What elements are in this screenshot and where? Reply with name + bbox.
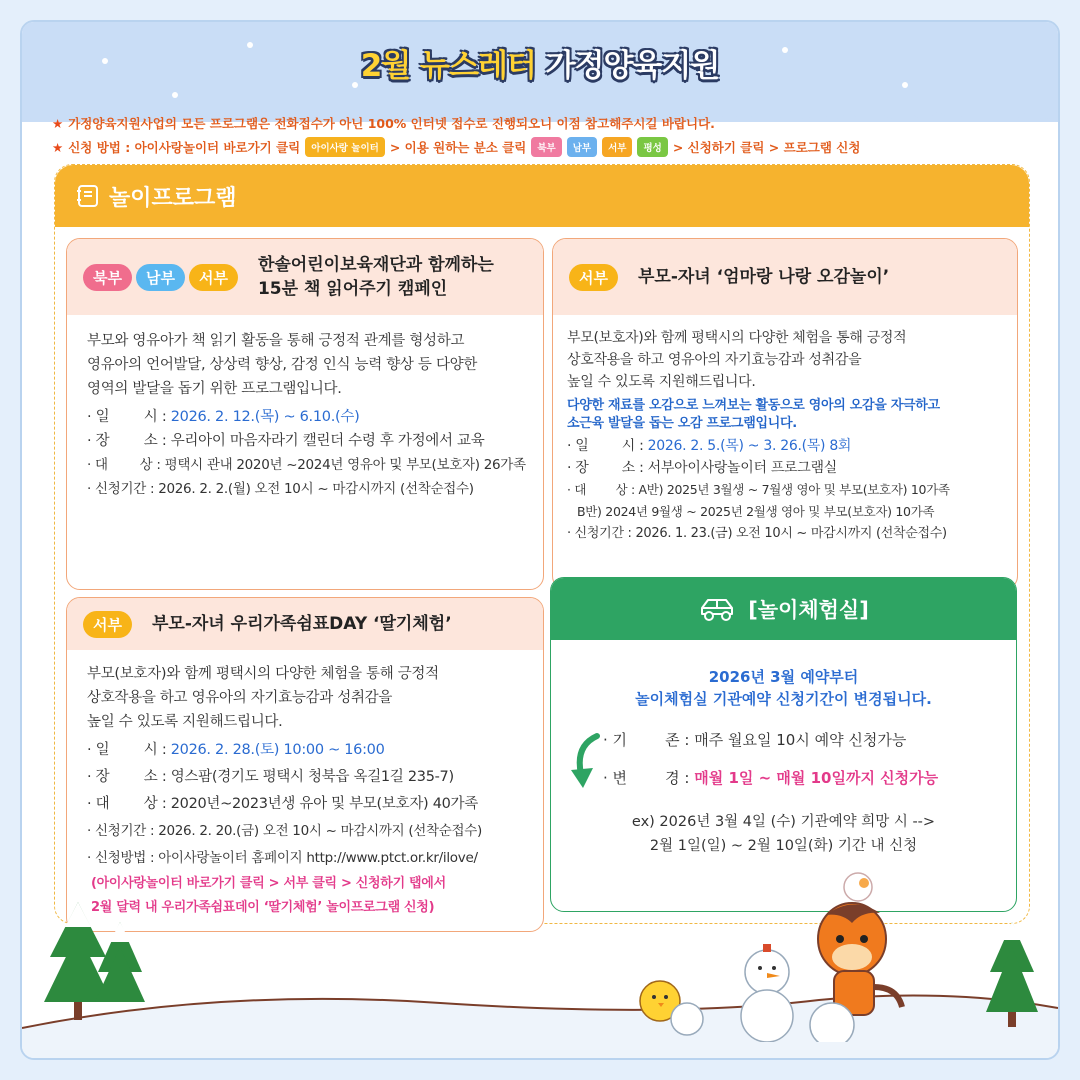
info-label: · 신청기간 : [87,823,159,839]
pine-tree-icon [982,922,1042,1032]
notice-text-mid: > 이용 원하는 분소 클릭 [389,140,527,155]
card-strawberry [66,597,544,932]
description: 상호작용을 하고 영유아의 자기효능감과 성취감을 [87,690,393,706]
page-title [22,40,1058,85]
rule-list [603,728,938,790]
change-headline: 놀이체험실 기관예약 신청기간이 변경됩니다. [635,690,932,708]
info-value: 2020년~2023년생 유아 및 부모(보호자) 40가족 [170,796,478,812]
card-body [567,327,950,545]
branch-chip-west: 서부 [602,137,632,157]
info-place [567,457,950,479]
card-play-room [550,577,1017,912]
curved-arrow-icon [571,730,605,794]
rule-label: · 변 경 : [603,769,695,787]
change-notice [551,666,1016,710]
badge-west: 서부 [569,264,618,291]
card-title-line: 한솔어린이보육재단과 함께하는 [257,255,494,275]
description: 높일 수 있도록 지원해드립니다. [87,714,283,730]
info-value: 평택시 관내 2020년 ~2024년 영유아 및 부모(보호자) 26가족 [164,457,526,473]
card-title-line: 15분 책 읽어주기 캠페인 [257,279,448,299]
change-headline: 2026년 3월 예약부터 [708,668,859,686]
info-label: · 신청방법 : [87,850,159,866]
example-text [551,810,1016,858]
highlight-text: 다양한 재료를 오감으로 느껴보는 활동으로 영아의 오감을 자극하고 [567,398,940,413]
title-main: 가정양육지원 [545,48,720,84]
site-chip: 아이사랑 놀이터 [305,137,385,157]
star-icon: ★ [52,139,64,155]
rule-label: · 기 존 : [603,731,695,749]
card-header [67,239,543,315]
info-method [87,846,482,870]
notice-line-1 [52,114,715,132]
info-label: · 대 상 : [87,457,165,473]
snowman-icon [722,942,812,1042]
info-value: B반) 2024년 9월생 ~ 2025년 2월생 영아 및 부모(보호자) 10가족 [577,504,935,519]
card-title: 부모-자녀 우리가족쉼표DAY ‘딸기체험’ [151,614,452,634]
info-target [87,453,526,477]
badge-north: 북부 [83,264,132,291]
example-line: ex) 2026년 3월 4일 (수) 기관예약 희망 시 --> [631,814,936,830]
pony-mascot-icon [802,867,912,1042]
info-apply [87,477,526,501]
info-value: 우리아이 마음자라기 캘린더 수령 후 가정에서 교육 [170,433,485,449]
car-icon [698,596,738,622]
star-icon: ★ [52,115,64,131]
info-apply [87,819,482,843]
description: 영역의 발달을 돕기 위한 프로그램입니다. [87,381,342,397]
info-label: · 대 상 : [87,796,171,812]
description: 부모와 영유아가 책 읽기 활동을 통해 긍정적 관계를 형성하고 [87,333,465,349]
description: 부모(보호자)와 함께 평택시의 다양한 체험을 통해 긍정적 [567,330,907,346]
example-line: 2월 1일(일) ~ 2월 10일(화) 기간 내 신청 [649,838,918,854]
info-date [87,405,526,429]
card-sensory-play [552,238,1018,590]
apply-note: 2월 달력 내 우리가족쉼표데이 ‘딸기체험’ 놀이프로그램 신청) [91,900,435,915]
info-label: · 장 소 : [87,769,171,785]
info-apply [567,523,950,545]
card-title: [놀이체험실] [748,598,869,622]
info-value: A반) 2025년 3월생 ~ 7월생 영아 및 부모(보호자) 10가족 [638,482,950,497]
card-header [67,598,543,650]
card-title: 부모-자녀 ‘엄마랑 나랑 오감놀이’ [637,267,890,287]
info-label: · 장 소 : [87,433,171,449]
chick-icon [632,967,712,1037]
section-title: 놀이프로그램 [109,185,237,211]
info-value: 2026. 2. 12.(목) ~ 6.10.(수) [170,409,360,425]
description: 부모(보호자)와 함께 평택시의 다양한 체험을 통해 긍정적 [87,666,439,682]
info-value: 2026. 1. 23.(금) 오전 10시 ~ 마감시까지 (선착순접수) [635,526,947,541]
branch-chip-pyeongseong: 평성 [637,137,667,157]
info-label: · 신청기간 : [87,481,159,497]
info-label: · 신청기간 : [567,526,636,541]
title-highlight: 2월 뉴스레터 [360,48,536,84]
branch-chip-south: 남부 [567,137,597,157]
branch-chip-north: 북부 [531,137,561,157]
rule-value: 매월 1일 ~ 매월 10일까지 신청가능 [694,769,939,787]
card-header [553,239,1017,315]
rule-value: 매주 월요일 10시 예약 신청가능 [694,731,907,749]
section-header [55,165,1029,227]
notebook-icon [77,184,99,208]
card-title [258,253,494,301]
info-place [87,429,526,453]
rule-new [603,766,938,790]
info-value: 2026. 2. 28.(토) 10:00 ~ 16:00 [170,742,385,758]
info-target [87,792,482,816]
description: 상호작용을 하고 영유아의 자기효능감과 성취감을 [567,352,862,368]
rule-old [603,728,938,752]
pine-tree-icon [40,902,150,1032]
info-label: · 일 시 : [567,438,648,454]
info-target [567,479,950,501]
notice-text-suffix: > 신청하기 클릭 > 프로그램 신청 [672,140,861,155]
description: 영유아의 언어발달, 상상력 향상, 감정 인식 능력 향상 등 다양한 [87,357,478,373]
info-label: · 대 상 : [567,482,639,497]
notice-text-1: 가정양육지원사업의 모든 프로그램은 전화접수가 아닌 100% 인터넷 접수로 진행되오니 이점 참고해주시길 바랍니다. [68,116,715,131]
info-date [87,738,482,762]
info-value: 아이사랑놀이터 홈페이지 http://www.ptct.or.kr/ilove/ [158,850,478,866]
card-body [87,329,526,501]
info-value: 영스팜(경기도 평택시 청북읍 옥길1길 235-7) [170,769,454,785]
apply-note: (아이사랑놀이터 바로가기 클릭 > 서부 클릭 > 신청하기 탭에서 [91,876,446,891]
notice-line-2 [52,137,860,157]
badge-west: 서부 [189,264,238,291]
notice-text-2: 신청 방법 : 아이사랑놀이터 바로가기 클릭 [68,140,301,155]
info-value: 2026. 2. 2.(월) 오전 10시 ~ 마감시까지 (선착순접수) [158,481,474,497]
info-value: 서부아이사랑놀이터 프로그램실 [647,460,837,476]
info-value: 2026. 2. 5.(목) ~ 3. 26.(목) 8회 [647,438,852,454]
card-header [551,578,1016,640]
description: 높일 수 있도록 지원해드립니다. [567,374,756,390]
info-label: · 장 소 : [567,460,648,476]
badge-south: 남부 [136,264,185,291]
snow-dot [172,92,178,98]
newsletter-frame [20,20,1060,1060]
info-place [87,765,482,789]
info-label: · 일 시 : [87,409,171,425]
info-label: · 일 시 : [87,742,171,758]
badge-west: 서부 [83,611,132,638]
info-value: 2026. 2. 20.(금) 오전 10시 ~ 마감시까지 (선착순접수) [158,823,482,839]
card-body [87,662,482,920]
card-book-campaign [66,238,544,590]
highlight-text: 소근육 발달을 돕는 오감 프로그램입니다. [567,416,797,431]
info-date [567,435,950,457]
